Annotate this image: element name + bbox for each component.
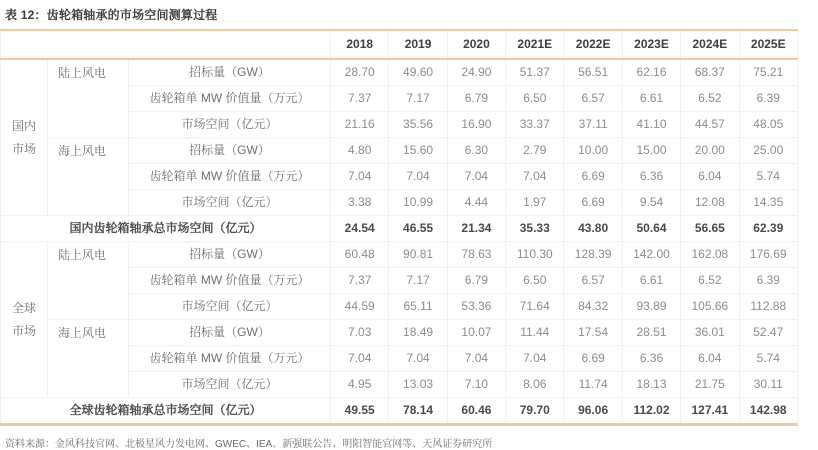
metric-label: 齿轮箱单 MW 价值量（万元） bbox=[129, 346, 331, 372]
value-cell: 5.74 bbox=[739, 164, 797, 190]
group-label-global: 全球市场 bbox=[1, 242, 48, 398]
year-header: 2018 bbox=[331, 30, 389, 59]
value-cell: 56.51 bbox=[564, 59, 622, 86]
total-value-cell: 96.06 bbox=[564, 398, 622, 425]
value-cell: 110.30 bbox=[506, 242, 564, 268]
total-value-cell: 112.02 bbox=[622, 398, 680, 425]
value-cell: 6.69 bbox=[564, 346, 622, 372]
value-cell: 52.47 bbox=[739, 320, 797, 346]
total-label: 全球齿轮箱轴承总市场空间（亿元） bbox=[1, 398, 331, 425]
market-size-table bbox=[0, 29, 798, 426]
value-cell: 7.03 bbox=[331, 320, 389, 346]
total-label: 国内齿轮箱轴承总市场空间（亿元） bbox=[1, 216, 331, 242]
value-cell: 6.61 bbox=[622, 268, 680, 294]
value-cell: 75.21 bbox=[739, 59, 797, 86]
value-cell: 68.37 bbox=[681, 59, 739, 86]
value-cell: 10.07 bbox=[447, 320, 505, 346]
value-cell: 1.97 bbox=[506, 190, 564, 216]
value-cell: 53.36 bbox=[447, 294, 505, 320]
value-cell: 11.44 bbox=[506, 320, 564, 346]
metric-label: 招标量（GW） bbox=[129, 242, 331, 268]
total-value-cell: 35.33 bbox=[506, 216, 564, 242]
value-cell: 7.37 bbox=[331, 86, 389, 112]
value-cell: 6.30 bbox=[447, 138, 505, 164]
value-cell: 13.03 bbox=[389, 372, 447, 398]
value-cell: 62.16 bbox=[622, 59, 680, 86]
value-cell: 2.79 bbox=[506, 138, 564, 164]
value-cell: 28.51 bbox=[622, 320, 680, 346]
value-cell: 44.57 bbox=[681, 112, 739, 138]
table-row bbox=[1, 138, 798, 164]
value-cell: 11.74 bbox=[564, 372, 622, 398]
table-row bbox=[1, 320, 798, 346]
metric-label: 市场空间（亿元） bbox=[129, 372, 331, 398]
total-value-cell: 142.98 bbox=[739, 398, 797, 425]
value-cell: 30.11 bbox=[739, 372, 797, 398]
source-note: 资料来源：金风科技官网、北极星风力发电网、GWEC、IEA、新强联公告、明阳智能官网等、天风证券研究所 bbox=[5, 439, 493, 450]
value-cell: 18.49 bbox=[389, 320, 447, 346]
value-cell: 4.80 bbox=[331, 138, 389, 164]
value-cell: 21.16 bbox=[331, 112, 389, 138]
value-cell: 48.05 bbox=[739, 112, 797, 138]
value-cell: 176.69 bbox=[739, 242, 797, 268]
value-cell: 51.37 bbox=[506, 59, 564, 86]
value-cell: 6.69 bbox=[564, 164, 622, 190]
total-value-cell: 56.65 bbox=[681, 216, 739, 242]
value-cell: 6.52 bbox=[681, 86, 739, 112]
value-cell: 4.44 bbox=[447, 190, 505, 216]
total-value-cell: 50.64 bbox=[622, 216, 680, 242]
value-cell: 7.04 bbox=[447, 164, 505, 190]
table-row bbox=[1, 242, 798, 268]
value-cell: 65.11 bbox=[389, 294, 447, 320]
value-cell: 6.50 bbox=[506, 268, 564, 294]
domestic-total-row bbox=[1, 216, 798, 242]
value-cell: 15.60 bbox=[389, 138, 447, 164]
value-cell: 33.37 bbox=[506, 112, 564, 138]
metric-label: 市场空间（亿元） bbox=[129, 294, 331, 320]
value-cell: 5.74 bbox=[739, 346, 797, 372]
value-cell: 9.54 bbox=[622, 190, 680, 216]
metric-label: 齿轮箱单 MW 价值量（万元） bbox=[129, 268, 331, 294]
metric-label: 齿轮箱单 MW 价值量（万元） bbox=[129, 86, 331, 112]
value-cell: 6.04 bbox=[681, 346, 739, 372]
value-cell: 25.00 bbox=[739, 138, 797, 164]
value-cell: 6.36 bbox=[622, 346, 680, 372]
value-cell: 20.00 bbox=[681, 138, 739, 164]
total-value-cell: 43.80 bbox=[564, 216, 622, 242]
value-cell: 6.39 bbox=[739, 268, 797, 294]
value-cell: 17.54 bbox=[564, 320, 622, 346]
total-value-cell: 79.70 bbox=[506, 398, 564, 425]
value-cell: 6.79 bbox=[447, 86, 505, 112]
global-total-row bbox=[1, 398, 798, 425]
value-cell: 10.00 bbox=[564, 138, 622, 164]
value-cell: 7.04 bbox=[331, 346, 389, 372]
value-cell: 6.39 bbox=[739, 86, 797, 112]
year-header-row bbox=[1, 30, 798, 59]
value-cell: 14.35 bbox=[739, 190, 797, 216]
value-cell: 8.06 bbox=[506, 372, 564, 398]
table-row bbox=[1, 59, 798, 86]
value-cell: 12.08 bbox=[681, 190, 739, 216]
total-value-cell: 21.34 bbox=[447, 216, 505, 242]
total-value-cell: 46.55 bbox=[389, 216, 447, 242]
year-header: 2020 bbox=[447, 30, 505, 59]
metric-label: 市场空间（亿元） bbox=[129, 112, 331, 138]
year-header: 2021E bbox=[506, 30, 564, 59]
value-cell: 6.57 bbox=[564, 268, 622, 294]
value-cell: 90.81 bbox=[389, 242, 447, 268]
value-cell: 7.04 bbox=[506, 346, 564, 372]
year-header: 2023E bbox=[622, 30, 680, 59]
value-cell: 6.36 bbox=[622, 164, 680, 190]
value-cell: 7.04 bbox=[389, 346, 447, 372]
value-cell: 105.66 bbox=[681, 294, 739, 320]
metric-label: 招标量（GW） bbox=[129, 138, 331, 164]
value-cell: 37.11 bbox=[564, 112, 622, 138]
value-cell: 35.56 bbox=[389, 112, 447, 138]
value-cell: 142.00 bbox=[622, 242, 680, 268]
value-cell: 44.59 bbox=[331, 294, 389, 320]
value-cell: 84.32 bbox=[564, 294, 622, 320]
value-cell: 10.99 bbox=[389, 190, 447, 216]
section-label-offshore: 海上风电 bbox=[48, 138, 129, 216]
total-value-cell: 24.54 bbox=[331, 216, 389, 242]
value-cell: 4.95 bbox=[331, 372, 389, 398]
value-cell: 6.57 bbox=[564, 86, 622, 112]
value-cell: 3.38 bbox=[331, 190, 389, 216]
value-cell: 41.10 bbox=[622, 112, 680, 138]
value-cell: 7.04 bbox=[331, 164, 389, 190]
total-value-cell: 60.46 bbox=[447, 398, 505, 425]
metric-label: 市场空间（亿元） bbox=[129, 190, 331, 216]
value-cell: 71.64 bbox=[506, 294, 564, 320]
metric-label: 齿轮箱单 MW 价值量（万元） bbox=[129, 164, 331, 190]
value-cell: 128.39 bbox=[564, 242, 622, 268]
value-cell: 15.00 bbox=[622, 138, 680, 164]
value-cell: 112.88 bbox=[739, 294, 797, 320]
value-cell: 7.17 bbox=[389, 86, 447, 112]
value-cell: 7.04 bbox=[447, 346, 505, 372]
value-cell: 6.69 bbox=[564, 190, 622, 216]
value-cell: 93.89 bbox=[622, 294, 680, 320]
total-value-cell: 127.41 bbox=[681, 398, 739, 425]
value-cell: 6.50 bbox=[506, 86, 564, 112]
value-cell: 28.70 bbox=[331, 59, 389, 86]
metric-label: 招标量（GW） bbox=[129, 59, 331, 86]
value-cell: 49.60 bbox=[389, 59, 447, 86]
header-empty-cell bbox=[1, 30, 331, 59]
value-cell: 6.79 bbox=[447, 268, 505, 294]
value-cell: 7.37 bbox=[331, 268, 389, 294]
value-cell: 7.04 bbox=[389, 164, 447, 190]
total-value-cell: 78.14 bbox=[389, 398, 447, 425]
year-header: 2024E bbox=[681, 30, 739, 59]
metric-label: 招标量（GW） bbox=[129, 320, 331, 346]
value-cell: 6.04 bbox=[681, 164, 739, 190]
section-label-onshore: 陆上风电 bbox=[48, 59, 129, 138]
group-label-domestic: 国内市场 bbox=[1, 59, 48, 216]
value-cell: 21.75 bbox=[681, 372, 739, 398]
value-cell: 7.04 bbox=[506, 164, 564, 190]
value-cell: 78.63 bbox=[447, 242, 505, 268]
value-cell: 36.01 bbox=[681, 320, 739, 346]
year-header: 2019 bbox=[389, 30, 447, 59]
value-cell: 6.52 bbox=[681, 268, 739, 294]
table-title: 表 12：齿轮箱轴承的市场空间测算过程 bbox=[5, 8, 218, 22]
total-value-cell: 49.55 bbox=[331, 398, 389, 425]
value-cell: 16.90 bbox=[447, 112, 505, 138]
value-cell: 162.08 bbox=[681, 242, 739, 268]
value-cell: 24.90 bbox=[447, 59, 505, 86]
value-cell: 7.17 bbox=[389, 268, 447, 294]
section-label-offshore: 海上风电 bbox=[48, 320, 129, 398]
section-label-onshore: 陆上风电 bbox=[48, 242, 129, 320]
year-header: 2022E bbox=[564, 30, 622, 59]
value-cell: 6.61 bbox=[622, 86, 680, 112]
value-cell: 7.10 bbox=[447, 372, 505, 398]
total-value-cell: 62.39 bbox=[739, 216, 797, 242]
value-cell: 60.48 bbox=[331, 242, 389, 268]
year-header: 2025E bbox=[739, 30, 797, 59]
value-cell: 18.13 bbox=[622, 372, 680, 398]
